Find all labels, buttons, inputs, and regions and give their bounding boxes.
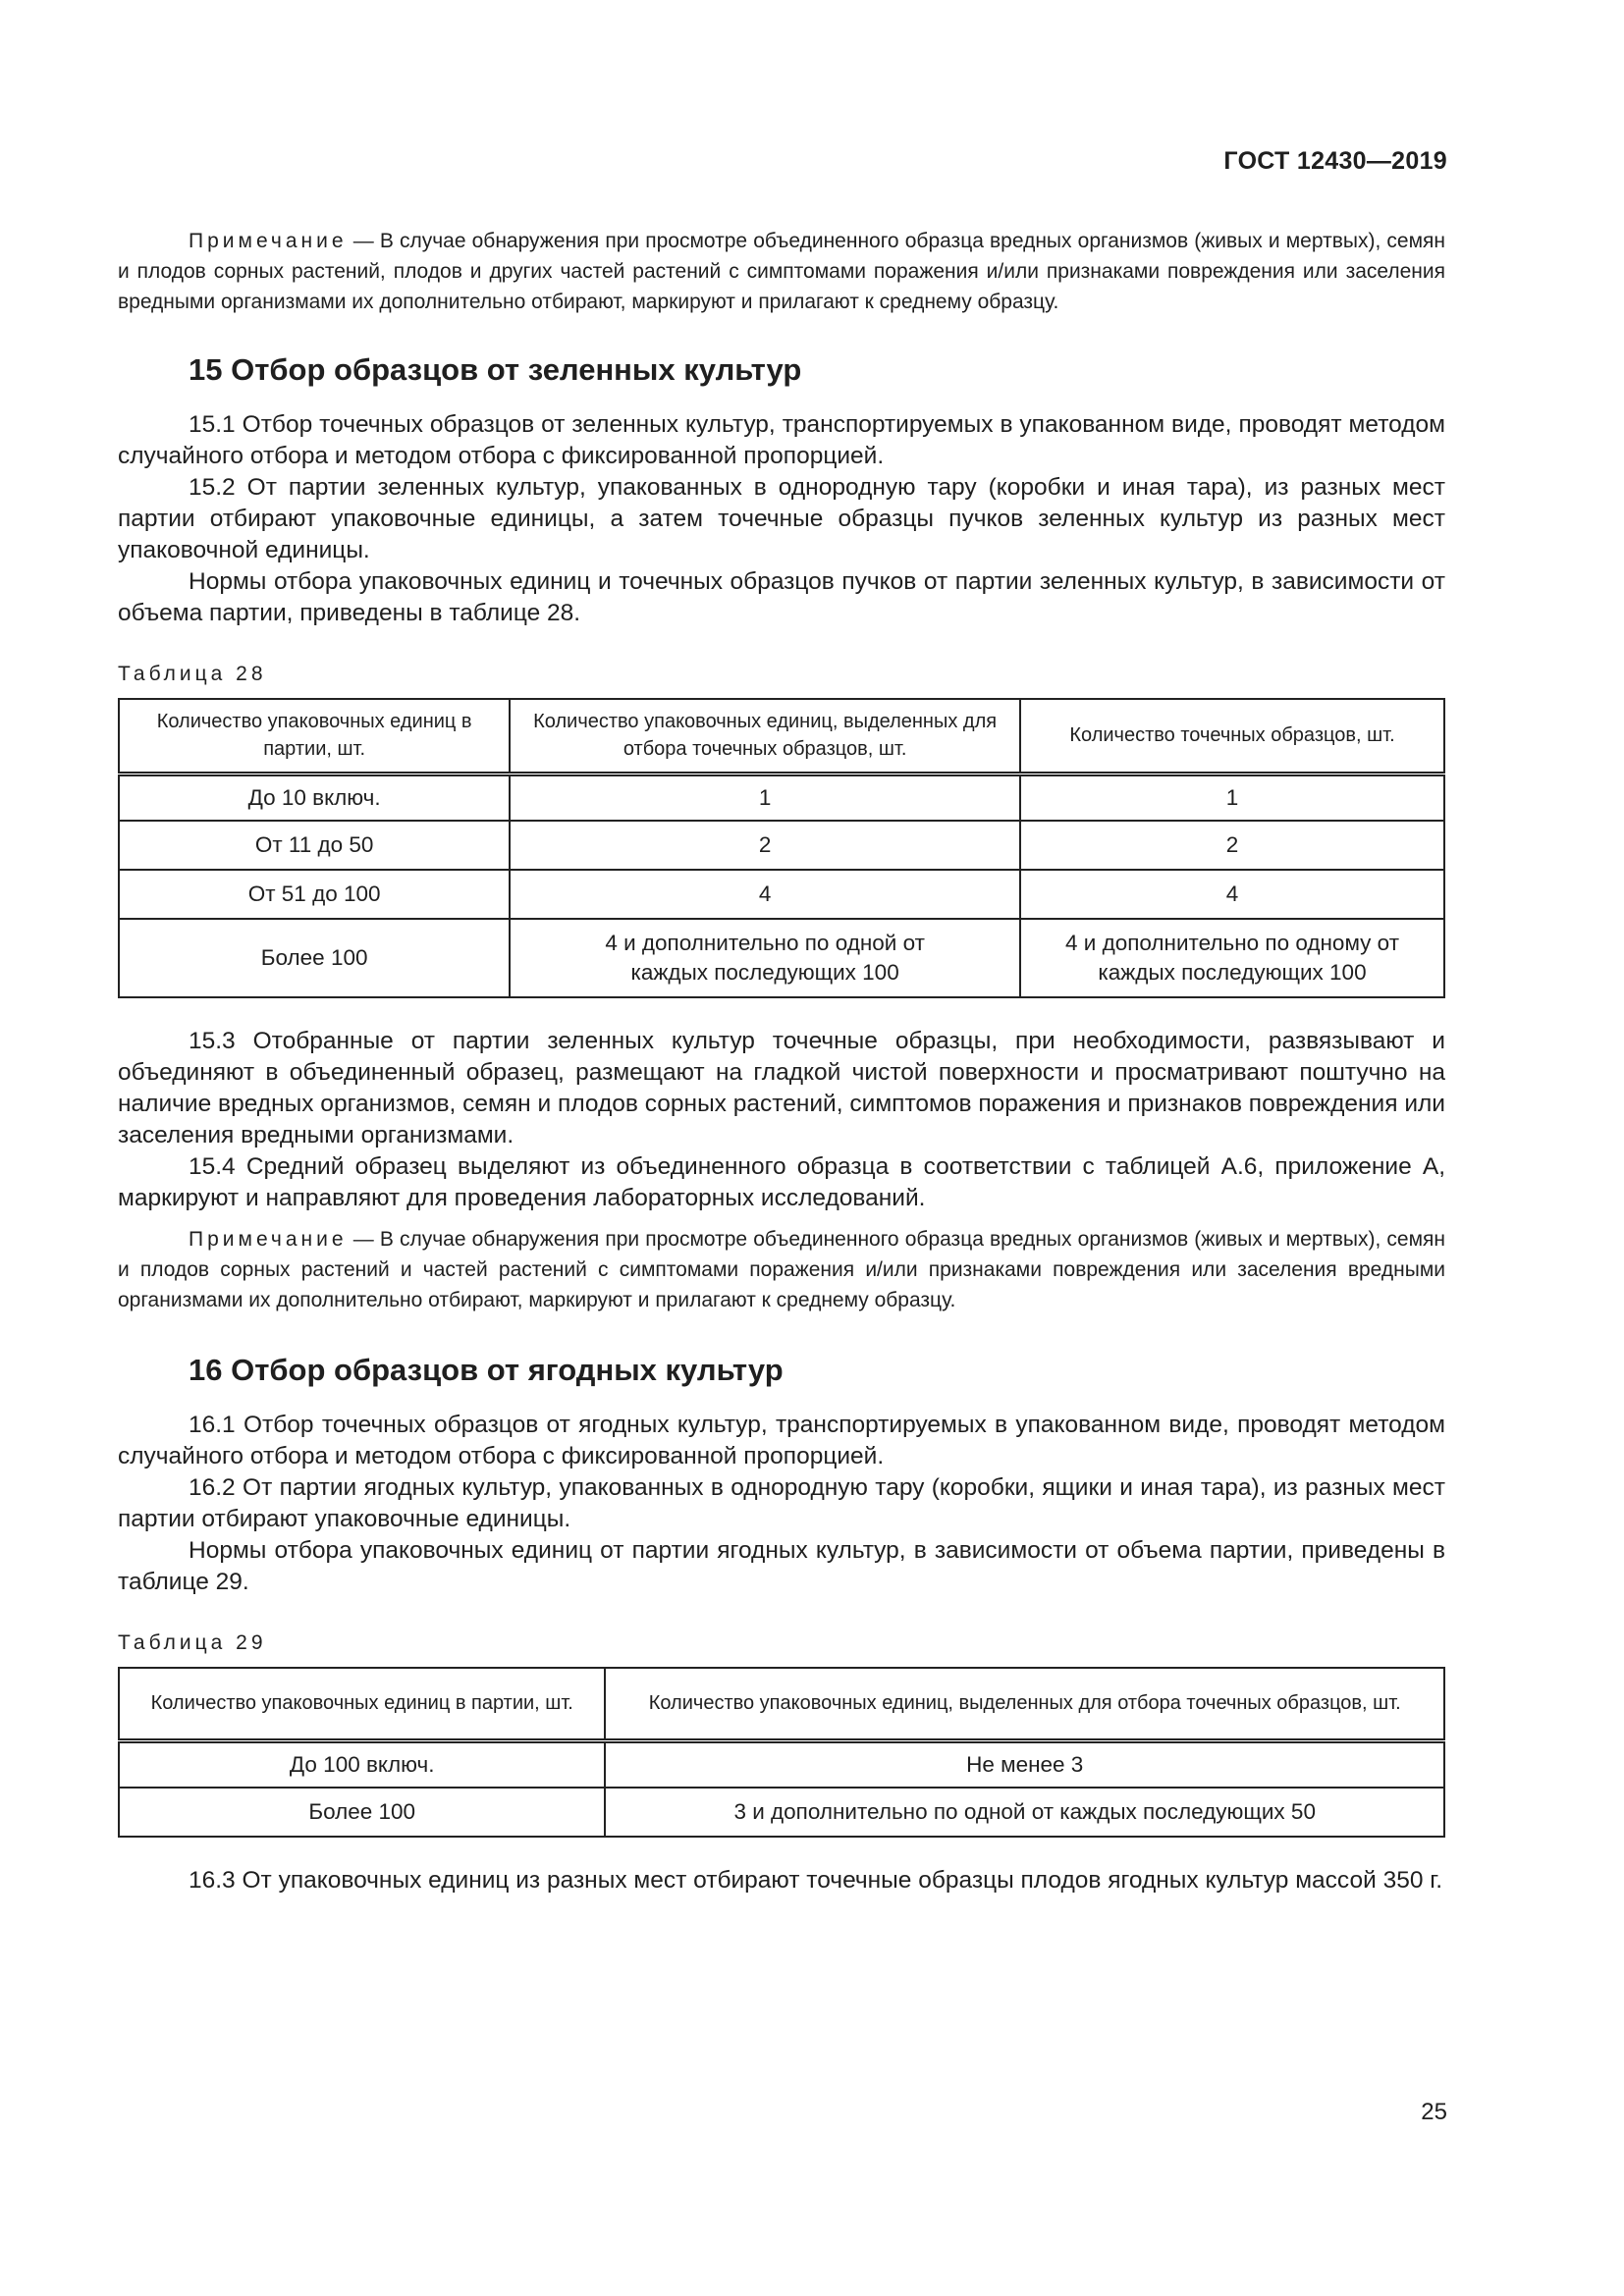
- table-row: [119, 774, 1444, 821]
- paragraph-16-3: 16.3 От упаковочных единиц из разных мест отбирают точечные образцы плодов ягодных культур массой 350 г.: [189, 1867, 1443, 1894]
- table-row: [119, 1740, 1444, 1788]
- note-2: [118, 1224, 1445, 1315]
- note-label: Примечание: [189, 1228, 348, 1251]
- note-text: — В случае обнаружения при просмотре объединенного образца вредных организмов (живых и мертвых), семян и плодов сорных растений и частей растений с симптомами поражения и/или признаками повреждения или заселения вредными организмами их дополнительно отбирают, маркируют и прилагают к среднему образцу.: [118, 1228, 1445, 1311]
- table-cell: 1: [510, 774, 1020, 821]
- paragraph-15-4: 15.4 Средний образец выделяют из объединенного образца в соответствии с таблицей А.6, приложение А, маркируют и направляют для проведения лабораторных исследований.: [118, 1153, 1445, 1211]
- table-cell: 2: [1020, 821, 1444, 870]
- table-row: [119, 821, 1444, 870]
- table-cell: 2: [510, 821, 1020, 870]
- table-row: [119, 870, 1444, 919]
- paragraph-16-1: 16.1 Отбор точечных образцов от ягодных культур, транспортируемых в упакованном виде, проводят методом случайного отбора и методом отбора с фиксированной пропорцией.: [118, 1412, 1445, 1469]
- document-id: ГОСТ 12430—2019: [1223, 147, 1447, 175]
- table-cell: 4: [510, 870, 1020, 919]
- table-cell: 4 и дополнительно по одному от каждых последующих 100: [1020, 919, 1444, 997]
- paragraph-16-2: 16.2 От партии ягодных культур, упакованных в однородную тару (коробки, ящики и иная тара), из разных мест партии отбирают упаковочные единицы.: [118, 1474, 1445, 1532]
- note-text: — В случае обнаружения при просмотре объединенного образца вредных организмов (живых и мертвых), семян и плодов сорных растений, плодов и других частей растений с симптомами поражения и/или признаками повреждения или заселения вредными организмами их дополнительно отбирают, маркируют и прилагают к среднему образцу.: [118, 230, 1445, 313]
- table-29-caption: Таблица 29: [118, 1631, 267, 1654]
- table-cell: Более 100: [119, 1788, 605, 1837]
- table-cell: Не менее 3: [605, 1740, 1444, 1788]
- paragraph-16-norms: Нормы отбора упаковочных единиц от партии ягодных культур, в зависимости от объема партии, приведены в таблице 29.: [118, 1537, 1445, 1595]
- note-label: Примечание: [189, 230, 348, 252]
- page-content: [118, 226, 1445, 1896]
- table-28-header: Количество точечных образцов, шт.: [1020, 699, 1444, 774]
- table-29: [118, 1667, 1445, 1838]
- table-row: [119, 1788, 1444, 1837]
- table-cell: До 10 включ.: [119, 774, 510, 821]
- paragraph-15-norms: Нормы отбора упаковочных единиц и точечных образцов пучков от партии зеленных культур, в зависимости от объема партии, приведены в таблице 28.: [118, 568, 1445, 626]
- table-cell: Более 100: [119, 919, 510, 997]
- table-cell: До 100 включ.: [119, 1740, 605, 1788]
- note-1: [118, 226, 1445, 317]
- table-cell: 3 и дополнительно по одной от каждых последующих 50: [605, 1788, 1444, 1837]
- table-cell: 4: [1020, 870, 1444, 919]
- paragraph-15-1: 15.1 Отбор точечных образцов от зеленных культур, транспортируемых в упакованном виде, проводят методом случайного отбора и методом отбора с фиксированной пропорцией.: [118, 411, 1445, 469]
- table-28-caption: Таблица 28: [118, 663, 267, 685]
- table-cell: 4 и дополнительно по одной от каждых последующих 100: [510, 919, 1020, 997]
- page-number: 25: [1421, 2099, 1447, 2125]
- section-15-title: 15 Отбор образцов от зеленных культур: [189, 352, 802, 387]
- table-cell: От 51 до 100: [119, 870, 510, 919]
- table-28: [118, 698, 1445, 998]
- paragraph-15-2: 15.2 От партии зеленных культур, упакованных в однородную тару (коробки и иная тара), из разных мест партии отбирают упаковочные единицы, а затем точечные образцы пучков зеленных культур из разных мест упаковочной единицы.: [118, 474, 1445, 563]
- paragraph-15-3: 15.3 Отобранные от партии зеленных культур точечные образцы, при необходимости, развязывают и объединяют в объединенный образец, размещают на гладкой чистой поверхности и просматривают поштучно на наличие вредных организмов, семян и плодов сорных растений, симптомов поражения и признаков повреждения или заселения вредными организмами.: [118, 1028, 1445, 1148]
- table-28-header: Количество упаковочных единиц, выделенных для отбора точечных образцов, шт.: [510, 699, 1020, 774]
- table-cell: 1: [1020, 774, 1444, 821]
- table-row: [119, 919, 1444, 997]
- table-29-header: Количество упаковочных единиц, выделенных для отбора точечных образцов, шт.: [605, 1668, 1444, 1740]
- section-16-title: 16 Отбор образцов от ягодных культур: [189, 1353, 784, 1387]
- table-28-header: Количество упаковочных единиц в партии, шт.: [119, 699, 510, 774]
- table-29-header: Количество упаковочных единиц в партии, шт.: [119, 1668, 605, 1740]
- table-cell: От 11 до 50: [119, 821, 510, 870]
